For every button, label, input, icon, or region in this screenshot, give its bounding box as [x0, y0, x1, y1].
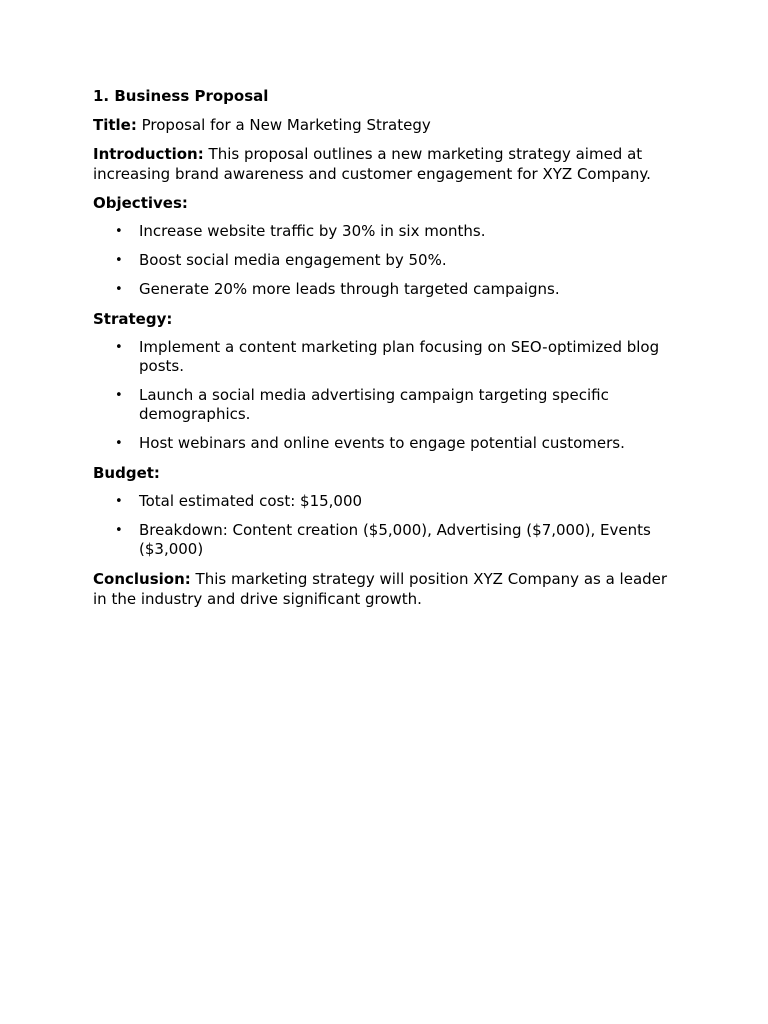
list-item-text: Implement a content marketing plan focusing on SEO-optimized blog posts.	[139, 338, 660, 375]
list-item	[115, 386, 678, 424]
list-item	[115, 492, 678, 511]
title-text: Proposal for a New Marketing Strategy	[141, 116, 431, 134]
bullet-icon: •	[115, 340, 123, 355]
title-label: Title:	[93, 116, 137, 134]
objectives-label: Objectives:	[93, 194, 188, 212]
bullet-icon: •	[115, 253, 123, 268]
bullet-icon: •	[115, 436, 123, 451]
objectives-list	[93, 222, 678, 299]
list-item-text: Total estimated cost: $15,000	[139, 492, 363, 510]
bullet-icon: •	[115, 282, 123, 297]
introduction-text: This proposal outlines a new marketing strategy aimed at increasing brand awareness and customer engagement for XYZ Company.	[93, 145, 651, 183]
document-heading: 1. Business Proposal	[93, 87, 269, 105]
budget-label: Budget:	[93, 464, 160, 482]
bullet-icon: •	[115, 523, 123, 538]
budget-list	[93, 492, 678, 559]
strategy-label: Strategy:	[93, 310, 173, 328]
strategy-list	[93, 338, 678, 453]
list-item-text: Host webinars and online events to engage potential customers.	[139, 434, 625, 452]
list-item-text: Breakdown: Content creation ($5,000), Advertising ($7,000), Events ($3,000)	[139, 521, 651, 558]
conclusion-text: This marketing strategy will position XYZ Company as a leader in the industry and drive significant growth.	[93, 570, 668, 608]
list-item-text: Increase website traffic by 30% in six months.	[139, 222, 486, 240]
bullet-icon: •	[115, 224, 123, 239]
title-line	[93, 115, 678, 135]
list-item	[115, 222, 678, 241]
list-item-text: Launch a social media advertising campaign targeting specific demographics.	[139, 386, 609, 423]
conclusion-label: Conclusion:	[93, 570, 191, 588]
list-item	[115, 521, 678, 559]
conclusion-paragraph	[93, 569, 678, 609]
introduction-paragraph	[93, 144, 678, 184]
list-item	[115, 338, 678, 376]
list-item	[115, 280, 678, 299]
list-item-text: Generate 20% more leads through targeted campaigns.	[139, 280, 560, 298]
list-item-text: Boost social media engagement by 50%.	[139, 251, 447, 269]
list-item	[115, 251, 678, 270]
bullet-icon: •	[115, 388, 123, 403]
list-item	[115, 434, 678, 453]
bullet-icon: •	[115, 494, 123, 509]
introduction-label: Introduction:	[93, 145, 204, 163]
